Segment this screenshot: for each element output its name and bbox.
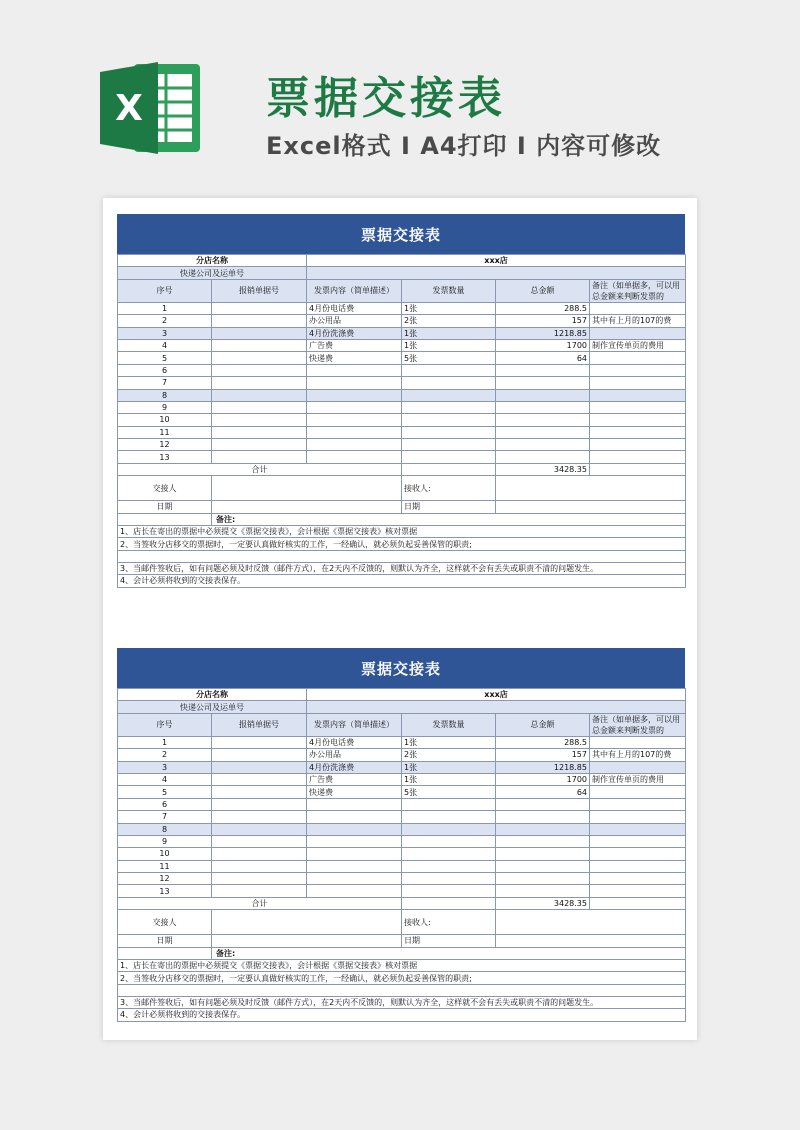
col-header-qty: 发票数量 <box>402 713 496 736</box>
row-note[interactable] <box>590 352 686 364</box>
col-header-qty: 发票数量 <box>402 279 496 302</box>
svg-text:X: X <box>115 88 143 129</box>
row-quantity[interactable]: 2张 <box>402 749 496 761</box>
row-doc-number[interactable] <box>212 873 307 885</box>
row-amount[interactable] <box>496 848 590 860</box>
date-row <box>118 935 686 947</box>
row-content[interactable] <box>307 401 402 413</box>
sheet-title: 票据交接表 <box>117 214 685 254</box>
shop-label: 分店名称 <box>118 255 307 267</box>
row-number: 9 <box>118 401 212 413</box>
table-row <box>118 377 686 389</box>
table-row <box>118 414 686 426</box>
row-amount[interactable] <box>496 835 590 847</box>
handover-signature-field[interactable] <box>212 476 402 501</box>
receiver-date-label: 日期 <box>402 501 496 513</box>
row-amount[interactable]: 1700 <box>496 773 590 785</box>
row-content[interactable] <box>307 835 402 847</box>
receiver-signature-field[interactable] <box>496 476 686 501</box>
note-text: 1、店长在寄出的票据中必须提交《票据交接表》，会计根据《票据交接表》核对票据 <box>118 526 686 538</box>
row-amount[interactable]: 1700 <box>496 339 590 351</box>
courier-value[interactable] <box>307 267 686 279</box>
row-number: 10 <box>118 848 212 860</box>
row-note[interactable] <box>590 761 686 773</box>
row-number: 13 <box>118 885 212 897</box>
row-doc-number[interactable] <box>212 773 307 785</box>
row-content[interactable]: 办公用品 <box>307 315 402 327</box>
note-line <box>118 960 686 972</box>
row-amount[interactable] <box>496 364 590 376</box>
note-line <box>118 996 686 1008</box>
row-doc-number[interactable] <box>212 377 307 389</box>
handover-label: 交接人 <box>118 476 212 501</box>
note-text: 2、当签收分店移交的票据时，一定要认真做好核实的工作，一经确认，就必须负起妥善保管的职责; <box>118 538 686 550</box>
row-amount[interactable]: 64 <box>496 352 590 364</box>
row-amount[interactable] <box>496 401 590 413</box>
total-note <box>590 463 686 475</box>
table-row <box>118 439 686 451</box>
sheet-title: 票据交接表 <box>117 648 685 688</box>
row-number: 10 <box>118 414 212 426</box>
handover-date-field[interactable] <box>212 935 402 947</box>
row-amount[interactable] <box>496 426 590 438</box>
row-doc-number[interactable] <box>212 749 307 761</box>
row-number: 1 <box>118 736 212 748</box>
row-quantity[interactable]: 1张 <box>402 327 496 339</box>
total-note <box>590 897 686 909</box>
row-content[interactable] <box>307 873 402 885</box>
row-quantity[interactable] <box>402 426 496 438</box>
table-row <box>118 749 686 761</box>
row-quantity[interactable]: 1张 <box>402 339 496 351</box>
sheet-2 <box>117 648 685 1022</box>
row-doc-number[interactable] <box>212 823 307 835</box>
total-label: 合计 <box>118 463 402 475</box>
row-number: 7 <box>118 377 212 389</box>
row-amount[interactable] <box>496 389 590 401</box>
row-amount[interactable] <box>496 873 590 885</box>
row-quantity[interactable]: 2张 <box>402 315 496 327</box>
table-row <box>118 339 686 351</box>
table-row <box>118 823 686 835</box>
row-content[interactable] <box>307 798 402 810</box>
row-note[interactable] <box>590 327 686 339</box>
row-content[interactable]: 4月份洗涤费 <box>307 327 402 339</box>
col-header-amount: 总金额 <box>496 713 590 736</box>
signature-row <box>118 910 686 935</box>
row-doc-number[interactable] <box>212 401 307 413</box>
table-row <box>118 848 686 860</box>
table-row <box>118 364 686 376</box>
page-header <box>0 0 800 190</box>
row-quantity[interactable]: 5张 <box>402 786 496 798</box>
row-note[interactable]: 制作宣传单页的费用 <box>590 339 686 351</box>
row-doc-number[interactable] <box>212 835 307 847</box>
row-note[interactable] <box>590 439 686 451</box>
row-amount[interactable]: 288.5 <box>496 736 590 748</box>
note-text: 4、会计必须将收到的交接表保存。 <box>118 1009 686 1021</box>
row-quantity[interactable] <box>402 377 496 389</box>
row-amount[interactable] <box>496 377 590 389</box>
row-doc-number[interactable] <box>212 451 307 463</box>
row-doc-number[interactable] <box>212 352 307 364</box>
total-value: 3428.35 <box>496 897 590 909</box>
table-row <box>118 426 686 438</box>
row-number: 6 <box>118 798 212 810</box>
handover-label: 交接人 <box>118 910 212 935</box>
handover-table <box>117 688 686 1022</box>
notes-title: 备注: <box>212 513 686 525</box>
table-row <box>118 389 686 401</box>
row-number: 1 <box>118 302 212 314</box>
col-header-no: 序号 <box>118 279 212 302</box>
shop-value[interactable]: xxx店 <box>307 255 686 267</box>
col-header-note: 备注（如单据多，可以用总金额来判断发票的 <box>590 279 686 302</box>
row-doc-number[interactable] <box>212 315 307 327</box>
col-header-content: 发票内容（简单描述） <box>307 279 402 302</box>
row-quantity[interactable] <box>402 389 496 401</box>
table-row <box>118 811 686 823</box>
note-line <box>118 1009 686 1021</box>
row-content[interactable]: 办公用品 <box>307 749 402 761</box>
row-note[interactable] <box>590 798 686 810</box>
note-text: 1、店长在寄出的票据中必须提交《票据交接表》，会计根据《票据交接表》核对票据 <box>118 960 686 972</box>
table-row <box>118 352 686 364</box>
row-amount[interactable]: 157 <box>496 315 590 327</box>
row-note[interactable] <box>590 451 686 463</box>
row-amount[interactable] <box>496 439 590 451</box>
row-quantity[interactable]: 5张 <box>402 352 496 364</box>
handover-date-label: 日期 <box>118 935 212 947</box>
row-number: 7 <box>118 811 212 823</box>
excel-logo-icon <box>100 58 204 158</box>
table-row <box>118 773 686 785</box>
handover-table <box>117 254 686 588</box>
signature-row <box>118 476 686 501</box>
table-row <box>118 860 686 872</box>
row-note[interactable] <box>590 885 686 897</box>
row-note[interactable] <box>590 873 686 885</box>
row-quantity[interactable] <box>402 439 496 451</box>
receiver-date-label: 日期 <box>402 935 496 947</box>
row-quantity[interactable]: 1张 <box>402 302 496 314</box>
row-note[interactable] <box>590 823 686 835</box>
row-doc-number[interactable] <box>212 389 307 401</box>
row-quantity[interactable] <box>402 401 496 413</box>
row-number: 8 <box>118 823 212 835</box>
row-note[interactable]: 其中有上月的107的费 <box>590 315 686 327</box>
paper-preview <box>103 198 697 1040</box>
row-amount[interactable] <box>496 811 590 823</box>
row-content[interactable] <box>307 811 402 823</box>
handover-date-field[interactable] <box>212 501 402 513</box>
total-qty <box>402 463 496 475</box>
note-line <box>118 562 686 574</box>
row-note[interactable] <box>590 364 686 376</box>
note-text: 3、当邮件签收后，如有问题必须及时反馈（邮件方式），在2天内不反馈的，则默认为齐全，这样就不会有丢失或职责不清的问题发生。 <box>118 996 686 1008</box>
table-row <box>118 798 686 810</box>
row-number: 12 <box>118 439 212 451</box>
note-line <box>118 972 686 984</box>
row-quantity[interactable]: 1张 <box>402 736 496 748</box>
row-quantity[interactable] <box>402 848 496 860</box>
row-quantity[interactable] <box>402 885 496 897</box>
row-content[interactable]: 快递费 <box>307 786 402 798</box>
table-row <box>118 327 686 339</box>
row-content[interactable] <box>307 414 402 426</box>
note-line <box>118 984 686 996</box>
row-doc-number[interactable] <box>212 327 307 339</box>
total-qty <box>402 897 496 909</box>
row-amount[interactable] <box>496 451 590 463</box>
row-number: 9 <box>118 835 212 847</box>
table-row <box>118 315 686 327</box>
table-row <box>118 736 686 748</box>
row-number: 2 <box>118 315 212 327</box>
row-number: 11 <box>118 426 212 438</box>
note-line <box>118 575 686 587</box>
row-doc-number[interactable] <box>212 848 307 860</box>
receiver-date-field[interactable] <box>496 501 686 513</box>
row-number: 12 <box>118 873 212 885</box>
row-number: 8 <box>118 389 212 401</box>
table-row <box>118 401 686 413</box>
row-quantity[interactable] <box>402 811 496 823</box>
page-title: 票据交接表 <box>266 73 506 124</box>
row-note[interactable] <box>590 786 686 798</box>
note-text <box>118 550 686 562</box>
row-number: 6 <box>118 364 212 376</box>
row-note[interactable]: 其中有上月的107的费 <box>590 749 686 761</box>
col-header-content: 发票内容（简单描述） <box>307 713 402 736</box>
row-doc-number[interactable] <box>212 439 307 451</box>
row-note[interactable] <box>590 389 686 401</box>
row-note[interactable] <box>590 835 686 847</box>
table-body <box>118 689 686 1022</box>
handover-signature-field[interactable] <box>212 910 402 935</box>
row-quantity[interactable]: 1张 <box>402 761 496 773</box>
row-content[interactable]: 4月份电话费 <box>307 302 402 314</box>
row-note[interactable] <box>590 736 686 748</box>
note-text <box>118 984 686 996</box>
sheet-1 <box>117 214 685 588</box>
row-content[interactable]: 4月份电话费 <box>307 736 402 748</box>
row-doc-number[interactable] <box>212 364 307 376</box>
row-note[interactable] <box>590 860 686 872</box>
row-number: 2 <box>118 749 212 761</box>
note-line <box>118 526 686 538</box>
row-amount[interactable]: 64 <box>496 786 590 798</box>
row-quantity[interactable] <box>402 823 496 835</box>
row-quantity[interactable] <box>402 414 496 426</box>
row-number: 5 <box>118 352 212 364</box>
row-content[interactable] <box>307 848 402 860</box>
row-amount[interactable] <box>496 823 590 835</box>
notes-title-row <box>118 513 686 525</box>
row-doc-number[interactable] <box>212 302 307 314</box>
row-note[interactable] <box>590 414 686 426</box>
row-quantity[interactable]: 1张 <box>402 773 496 785</box>
row-number: 13 <box>118 451 212 463</box>
row-amount[interactable]: 1218.85 <box>496 761 590 773</box>
row-amount[interactable] <box>496 860 590 872</box>
row-content[interactable] <box>307 364 402 376</box>
receiver-date-field[interactable] <box>496 935 686 947</box>
total-row <box>118 897 686 909</box>
courier-value[interactable] <box>307 701 686 713</box>
handover-date-label: 日期 <box>118 501 212 513</box>
table-row <box>118 302 686 314</box>
receiver-signature-field[interactable] <box>496 910 686 935</box>
note-text: 4、会计必须将收到的交接表保存。 <box>118 575 686 587</box>
row-doc-number[interactable] <box>212 414 307 426</box>
row-note[interactable] <box>590 426 686 438</box>
notes-title: 备注: <box>212 947 686 959</box>
row-content[interactable] <box>307 439 402 451</box>
total-label: 合计 <box>118 897 402 909</box>
table-body <box>118 255 686 588</box>
row-number: 11 <box>118 860 212 872</box>
note-line <box>118 538 686 550</box>
row-amount[interactable] <box>496 885 590 897</box>
note-line <box>118 550 686 562</box>
row-content[interactable] <box>307 823 402 835</box>
row-doc-number[interactable] <box>212 426 307 438</box>
date-row <box>118 501 686 513</box>
col-header-amount: 总金额 <box>496 279 590 302</box>
row-quantity[interactable] <box>402 364 496 376</box>
row-quantity[interactable] <box>402 835 496 847</box>
row-content[interactable]: 快递费 <box>307 352 402 364</box>
row-doc-number[interactable] <box>212 860 307 872</box>
courier-label: 快递公司及运单号 <box>118 267 307 279</box>
row-note[interactable] <box>590 401 686 413</box>
table-row <box>118 835 686 847</box>
row-quantity[interactable] <box>402 860 496 872</box>
note-text: 3、当邮件签收后，如有问题必须及时反馈（邮件方式），在2天内不反馈的，则默认为齐全，这样就不会有丢失或职责不清的问题发生。 <box>118 562 686 574</box>
row-content[interactable]: 4月份洗涤费 <box>307 761 402 773</box>
courier-label: 快递公司及运单号 <box>118 701 307 713</box>
row-content[interactable] <box>307 860 402 872</box>
row-content[interactable] <box>307 426 402 438</box>
total-row <box>118 463 686 475</box>
row-doc-number[interactable] <box>212 786 307 798</box>
row-doc-number[interactable] <box>212 761 307 773</box>
row-amount[interactable] <box>496 798 590 810</box>
col-header-note: 备注（如单据多，可以用总金额来判断发票的 <box>590 713 686 736</box>
row-doc-number[interactable] <box>212 736 307 748</box>
row-doc-number[interactable] <box>212 798 307 810</box>
row-note[interactable] <box>590 377 686 389</box>
row-amount[interactable]: 157 <box>496 749 590 761</box>
row-quantity[interactable] <box>402 451 496 463</box>
row-doc-number[interactable] <box>212 885 307 897</box>
row-note[interactable]: 制作宣传单页的费用 <box>590 773 686 785</box>
col-header-doc: 报销单据号 <box>212 713 307 736</box>
table-row <box>118 885 686 897</box>
row-note[interactable] <box>590 848 686 860</box>
receiver-label: 接收人: <box>402 910 496 935</box>
row-content[interactable]: 广告费 <box>307 773 402 785</box>
row-quantity[interactable] <box>402 873 496 885</box>
row-number: 3 <box>118 327 212 339</box>
row-number: 5 <box>118 786 212 798</box>
table-row <box>118 451 686 463</box>
row-doc-number[interactable] <box>212 339 307 351</box>
row-amount[interactable]: 1218.85 <box>496 327 590 339</box>
row-amount[interactable] <box>496 414 590 426</box>
row-note[interactable] <box>590 811 686 823</box>
total-value: 3428.35 <box>496 463 590 475</box>
receiver-label: 接收人: <box>402 476 496 501</box>
notes-title-row <box>118 947 686 959</box>
note-text: 2、当签收分店移交的票据时，一定要认真做好核实的工作，一经确认，就必须负起妥善保管的职责; <box>118 972 686 984</box>
row-number: 3 <box>118 761 212 773</box>
table-row <box>118 761 686 773</box>
row-content[interactable]: 广告费 <box>307 339 402 351</box>
shop-value[interactable]: xxx店 <box>307 689 686 701</box>
shop-label: 分店名称 <box>118 689 307 701</box>
row-doc-number[interactable] <box>212 811 307 823</box>
row-note[interactable] <box>590 302 686 314</box>
row-content[interactable] <box>307 451 402 463</box>
row-content[interactable] <box>307 885 402 897</box>
row-quantity[interactable] <box>402 798 496 810</box>
row-amount[interactable]: 288.5 <box>496 302 590 314</box>
row-number: 4 <box>118 773 212 785</box>
row-number: 4 <box>118 339 212 351</box>
table-row <box>118 873 686 885</box>
col-header-no: 序号 <box>118 713 212 736</box>
table-row <box>118 786 686 798</box>
col-header-doc: 报销单据号 <box>212 279 307 302</box>
row-content[interactable] <box>307 389 402 401</box>
row-content[interactable] <box>307 377 402 389</box>
page-subtitle: Excel格式 I A4打印 I 内容可修改 <box>266 132 662 160</box>
